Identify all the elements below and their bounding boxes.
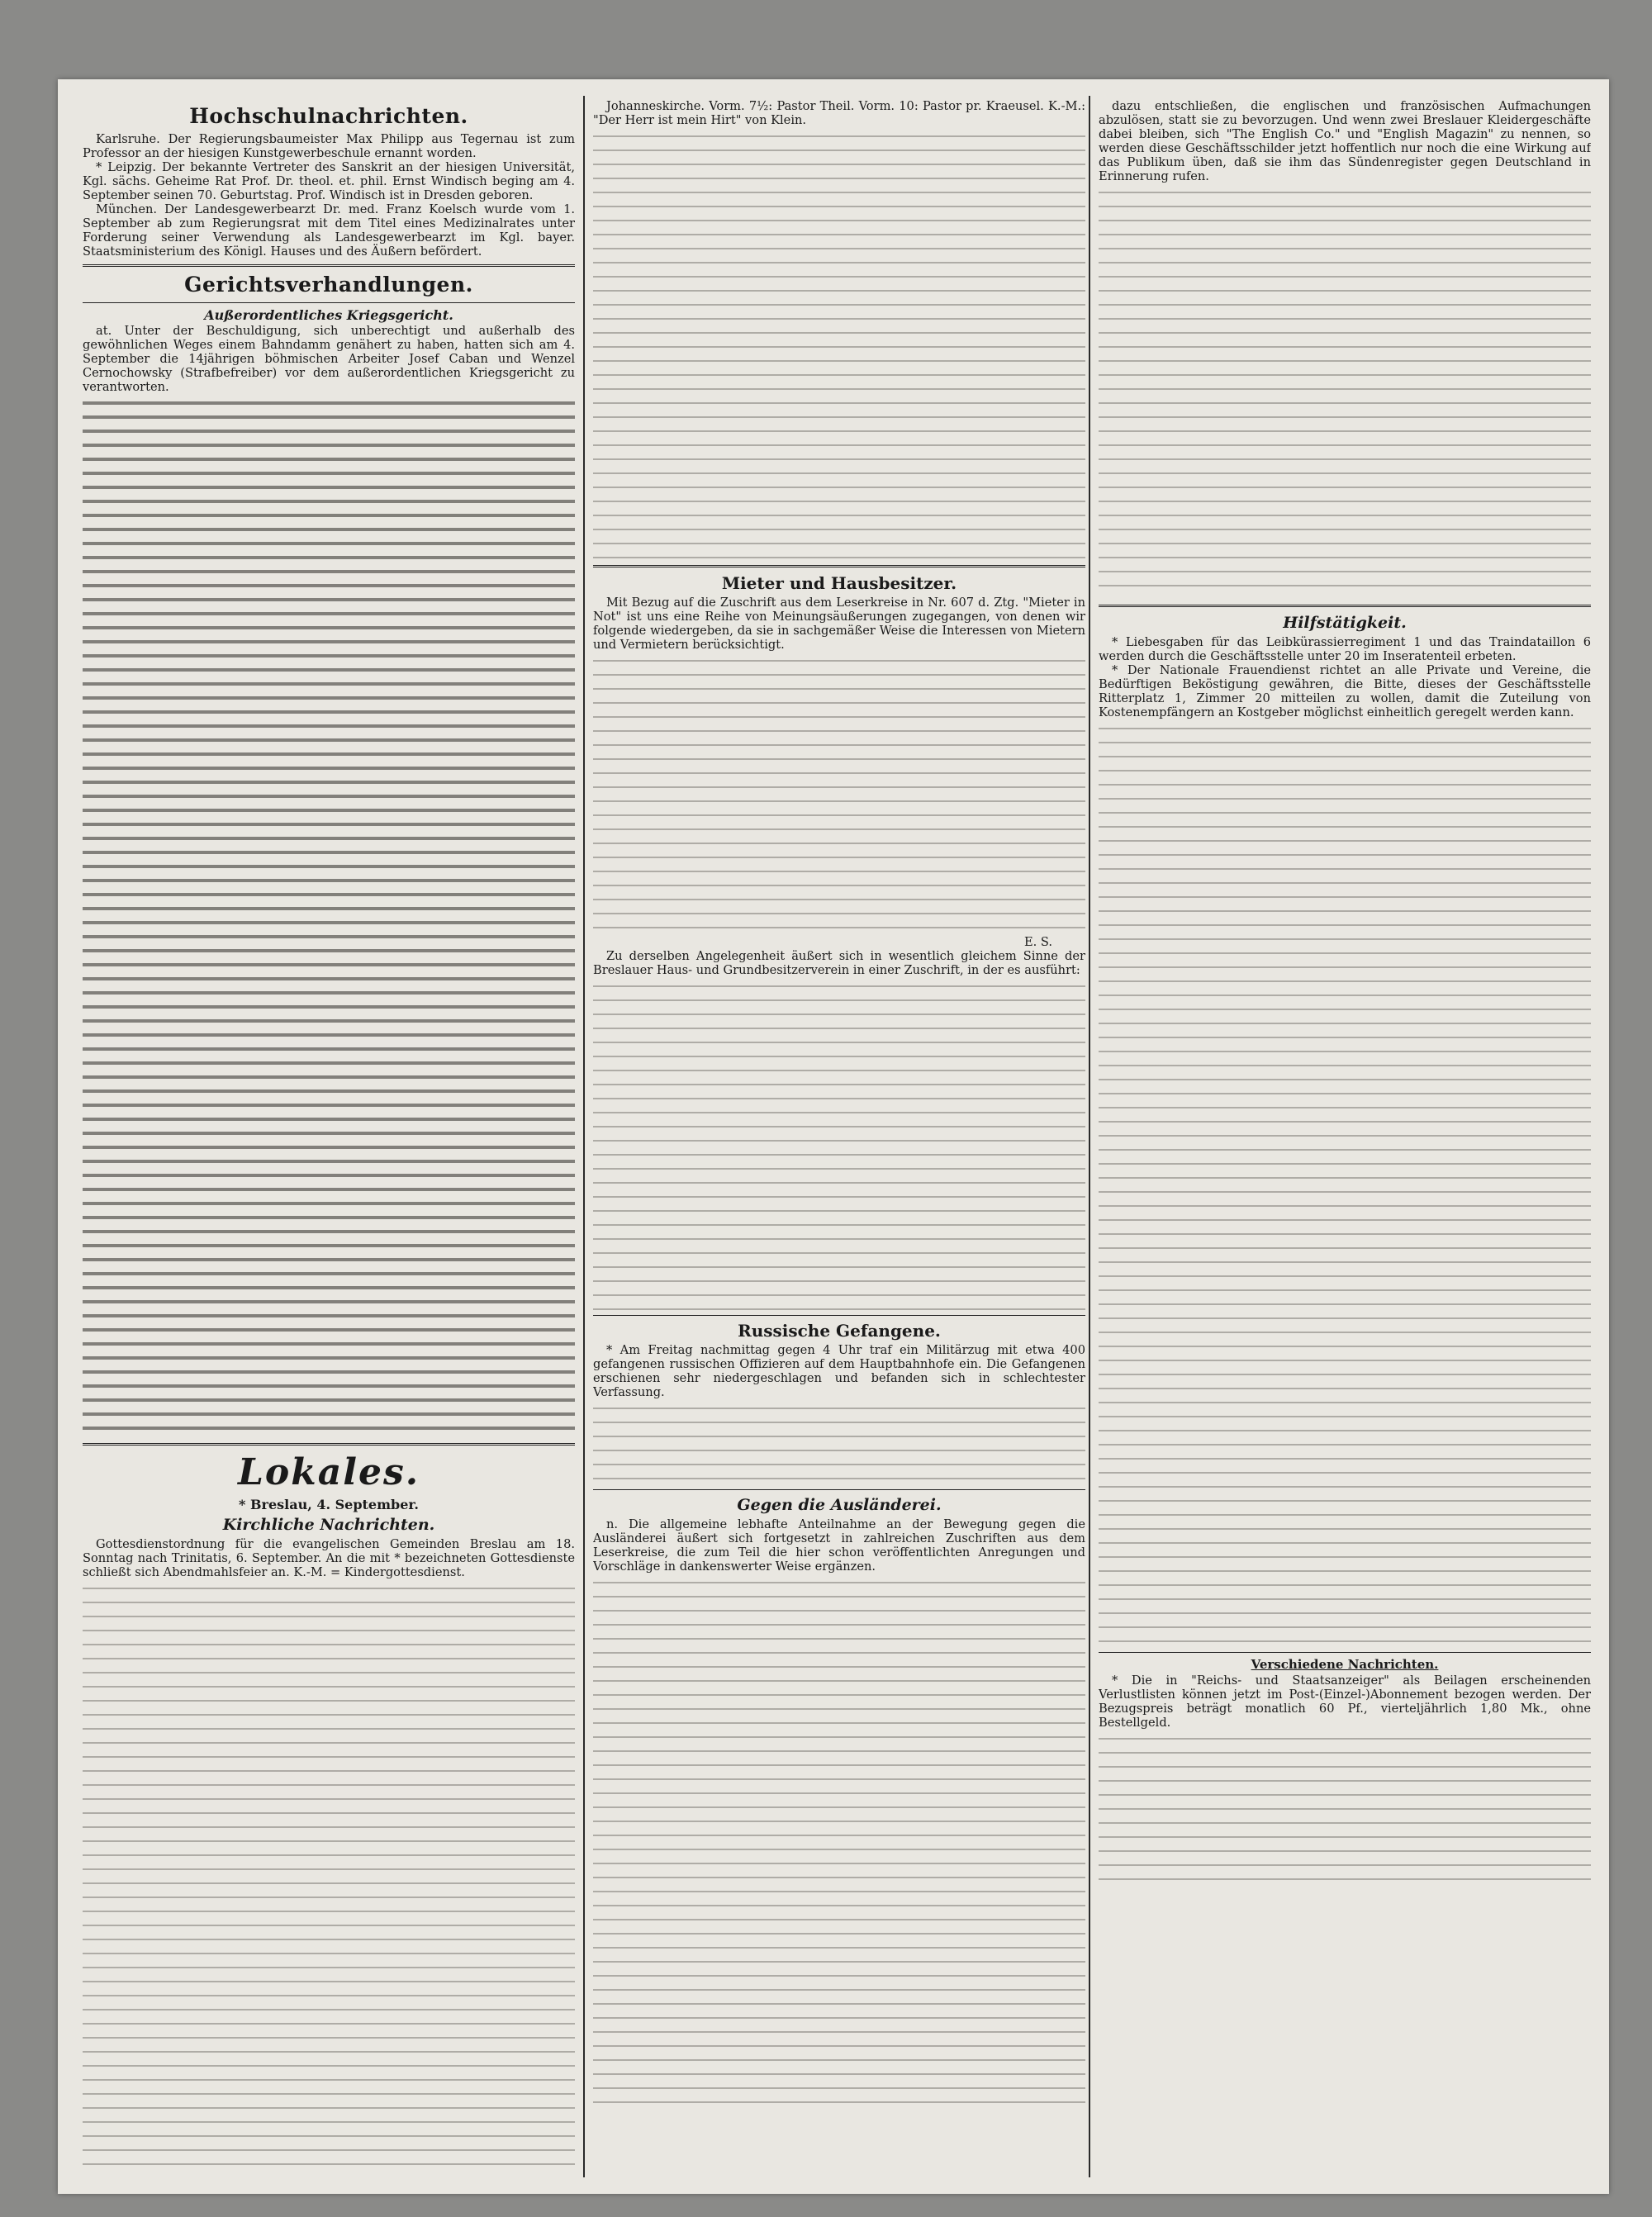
article-leipzig: * Leipzig. Der bekannte Vertreter des Sanskrit an der hiesigen Universität, Kgl. sächs. Geheime Rat Prof. Dr. theol. et. phil. Ernst Windisch beging am 4. September seinen 70. Geburtstag. Prof. Windisch ist in Dresden geboren.	[83, 160, 575, 202]
church-listing-body	[593, 130, 1085, 559]
article-auslaenderei-continued-body	[1099, 186, 1591, 599]
subheading-kriegsgericht: Außerordentliches Kriegsgericht.	[204, 307, 453, 323]
dateline: * Breslau, 4. September.	[239, 1497, 419, 1512]
article-russische-lead: * Am Freitag nachmittag gegen 4 Uhr traf ein Militärzug mit etwa 400 gefangenen russischen Offizieren auf dem Hauptbahnhofe ein. Die Gefangenen erschienen sehr niedergeschlagen und befanden sich in schlechtester Verfassung.	[593, 1343, 1085, 1399]
article-kirchliche-lead: Gottesdienstordnung für die evangelischen Gemeinden Breslau am 18. Sonntag nach Trinitatis, 6. September. An die mit * bezeichneten Gottesdienste schließt sich Abendmahlsfeier an. K.-M. = Kindergottesdienst.	[83, 1537, 575, 1579]
divider	[593, 1489, 1085, 1490]
section-heading-mieter: Mieter und Hausbesitzer.	[721, 573, 957, 593]
article-kirchliche-body	[83, 1582, 575, 2172]
article-mieter-second: Zu derselben Angelegenheit äußert sich in wesentlich gleichem Sinne der Breslauer Haus- und Grundbesitzerverein in einer Zuschrift, in der es ausführt:	[593, 949, 1085, 977]
section-heading-gericht: Gerichtsverhandlungen.	[184, 273, 473, 297]
article-liebesgaben: * Liebesgaben für das Leibkürassierregiment 1 und das Traindataillon 6 werden durch die Geschäftsstelle unter 20 im Inseratenteil erbeten.	[1099, 635, 1591, 663]
section-divider	[1099, 605, 1591, 607]
article-mieter-body	[593, 654, 1085, 935]
article-russische-body	[593, 1402, 1085, 1484]
section-heading-hilfstaetigkeit: Hilfstätigkeit.	[1283, 614, 1407, 632]
column-rule-right	[1089, 96, 1090, 2177]
column-2	[593, 99, 1085, 2172]
article-verschiedene-body	[1099, 1732, 1591, 1881]
article-auslaenderei-body	[593, 1576, 1085, 2105]
article-verlustlisten: * Die in "Reichs- und Staatsanzeiger" als Beilagen erscheinenden Verlustlisten können jetzt im Post-(Einzel-)Abonnement bezogen werden. Der Bezugspreis beträgt monatlich 60 Pf., vierteljährlich 1,80 Mk., ohne Bestellgeld.	[1099, 1673, 1591, 1730]
article-mieter-lead: Mit Bezug auf die Zuschrift aus dem Leserkreise in Nr. 607 d. Ztg. "Mieter in Not" ist uns eine Reihe von Meinungsäußerungen zugegangen, von denen wir folgende wiedergeben, da sie in sachgemäßer Weise die Interessen von Mietern und Vermietern berücksichtigt.	[593, 596, 1085, 652]
section-divider	[593, 565, 1085, 567]
section-divider	[83, 264, 575, 267]
article-hilfstaetigkeit-body	[1099, 722, 1591, 1647]
article-auslaenderei-lead: n. Die allgemeine lebhafte Anteilnahme an der Bewegung gegen die Ausländerei äußert sich fortgesetzt in zahlreichen Zuschriften aus dem Leserkreise, die zum Teil die hier schon veröffentlichten Anregungen und Vorschläge in dankenswerter Weise ergänzen.	[593, 1517, 1085, 1574]
article-mieter-signature: E. S.	[1023, 935, 1052, 949]
article-auslaenderei-continued: dazu entschließen, die englischen und französischen Aufmachungen abzulösen, statt sie zu bevorzugen. Und wenn zwei Breslauer Kleidergeschäfte dabei bleiben, sich "The English Co." und "English Magazin" zu nennen, so werden diese Geschäftsschilder jetzt hoffentlich nur noch die eine Wirkung auf das Publikum üben, daß sie ihm das Sündenregister gegen Deutschland in Erinnerung rufen.	[1099, 99, 1591, 183]
section-heading-auslaenderei: Gegen die Ausländerei.	[737, 1496, 942, 1514]
section-heading-lokales: Lokales.	[237, 1451, 420, 1493]
article-frauendienst: * Der Nationale Frauendienst richtet an alle Private und Vereine, die Bedürftigen Beköstigung gewähren, die Bitte, dieses der Geschäftsstelle Ritterplatz 1, Zimmer 20 mitteilen zu wollen, damit die Zuteilung von Kostenempfängern an Kostgeber möglichst einheitlich geregelt werden kann.	[1099, 663, 1591, 719]
section-heading-russische: Russische Gefangene.	[738, 1321, 941, 1341]
article-mieter-quote	[593, 980, 1085, 1310]
column-1	[83, 99, 575, 2172]
newspaper-page	[58, 79, 1609, 2194]
divider	[1099, 1652, 1591, 1653]
column-3	[1099, 99, 1591, 2172]
divider	[83, 302, 575, 303]
article-gericht-lead: at. Unter der Beschuldigung, sich unberechtigt und außerhalb des gewöhnlichen Weges einem Bahndamm genähert zu haben, hatten sich am 4. September die 14jährigen böhmischen Arbeiter Josef Caban und Wenzel Cernochowsky (Strafbefreiber) vor dem außerordentlichen Kriegsgericht zu verantworten.	[83, 324, 575, 394]
column-rule-left	[583, 96, 585, 2177]
article-muenchen: München. Der Landesgewerbearzt Dr. med. Franz Koelsch wurde vom 1. September ab zum Regierungsrat mit dem Titel eines Medizinalrates unter Forderung seiner Verwendung als Landesgewerbearzt im Kgl. bayer. Staatsministerium des Königl. Hauses und des Äußern befördert.	[83, 202, 575, 259]
section-heading-verschiedene: Verschiedene Nachrichten.	[1251, 1657, 1439, 1672]
section-heading-hochschul: Hochschulnachrichten.	[189, 104, 468, 128]
article-kirchliche-continued: Johanneskirche. Vorm. 7½: Pastor Theil. Vorm. 10: Pastor pr. Kraeusel. K.-M.: "Der Herr ist mein Hirt" von Klein.	[593, 99, 1085, 127]
article-karlsruhe: Karlsruhe. Der Regierungsbaumeister Max Philipp aus Tegernau ist zum Professor an der hiesigen Kunstgewerbeschule ernannt worden.	[83, 132, 575, 160]
divider	[593, 1315, 1085, 1316]
subheading-kirchliche: Kirchliche Nachrichten.	[222, 1516, 435, 1534]
section-divider	[83, 1443, 575, 1446]
article-gericht-body	[83, 396, 575, 1437]
